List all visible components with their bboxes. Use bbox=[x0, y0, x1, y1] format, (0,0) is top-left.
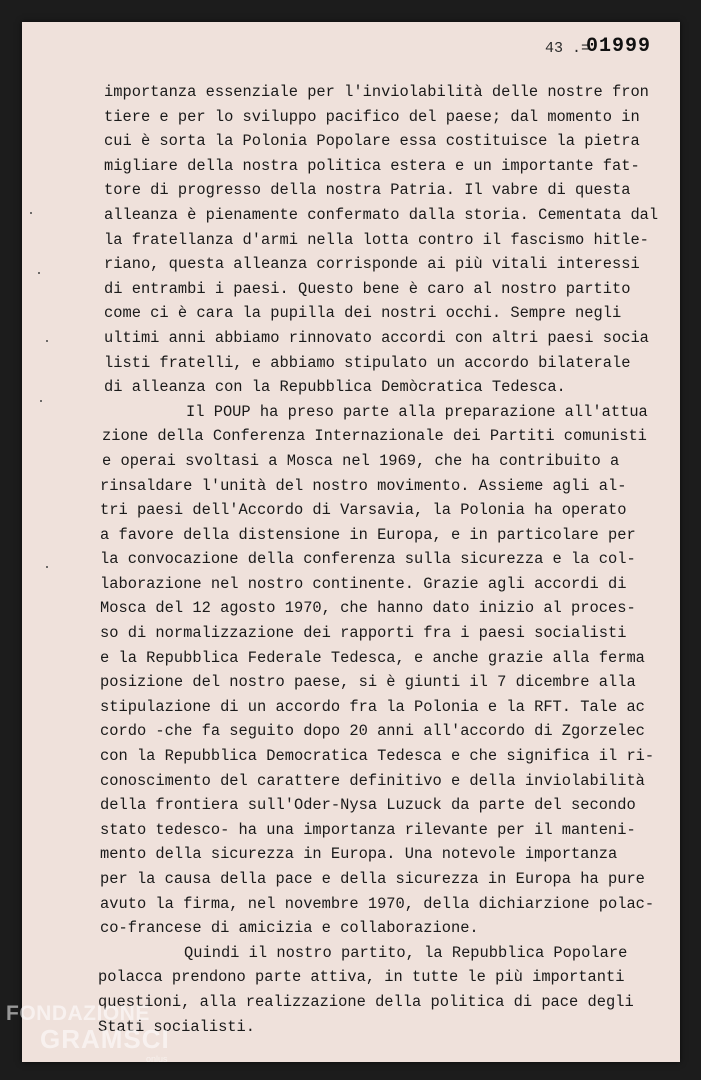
text-line: per la causa della pace e della sicurezza in Europa ha pure bbox=[100, 870, 645, 888]
text-line: con la Repubblica Democratica Tedesca e che significa il ri- bbox=[100, 747, 655, 766]
text-line: conoscimento del carattere definitivo e della inviolabilità bbox=[100, 771, 645, 790]
text-line: Quindi il nostro partito, la Repubblica Popolare bbox=[184, 943, 628, 962]
text-line: polacca prendono parte attiva, in tutte le più importanti bbox=[98, 968, 625, 987]
watermark-line-2: GRAMSCI bbox=[40, 1024, 170, 1054]
margin-mark bbox=[40, 400, 42, 402]
watermark-line-1: FONDAZIONE bbox=[6, 1002, 150, 1025]
text-line: a favore della distensione in Europa, e in particolare per bbox=[100, 525, 636, 544]
document-body bbox=[80, 80, 659, 1039]
text-line: ultimi anni abbiamo rinnovato accordi con altri paesi socia bbox=[104, 328, 649, 347]
text-line: della frontiera sull'Oder-Nysa Luzuck da parte del secondo bbox=[100, 796, 636, 815]
text-line: cui è sorta la Polonia Popolare essa costituisce la pietra bbox=[104, 132, 640, 151]
margin-mark bbox=[38, 272, 40, 274]
margin-mark bbox=[46, 340, 48, 342]
text-line: cordo -che fa seguito dopo 20 anni all'accordo di Zgorzelec bbox=[100, 722, 645, 741]
text-line: posizione del nostro paese, si è giunti il 7 dicembre alla bbox=[100, 673, 636, 692]
fondazione-gramsci-watermark bbox=[6, 1003, 170, 1052]
text-line: stipulazione di un accordo fra la Polonia e la RFT. Tale ac bbox=[100, 697, 645, 716]
text-line: tore di progresso della nostra Patria. Il vabre di questa bbox=[104, 181, 631, 200]
text-line: e la Repubblica Federale Tedesca, e anche grazie alla ferma bbox=[100, 648, 645, 667]
text-line: di alleanza con la Repubblica Demòcratica Tedesca. bbox=[104, 378, 566, 397]
text-line: mento della sicurezza in Europa. Una notevole importanza bbox=[100, 845, 618, 864]
text-line: Stati socialisti. bbox=[98, 1017, 256, 1036]
text-line: riano, questa alleanza corrisponde ai più vitali interessi bbox=[104, 255, 640, 274]
text-line: rinsaldare l'unità del nostro movimento. Assieme agli al- bbox=[100, 476, 627, 495]
text-line: listi fratelli, e abbiamo stipulato un accordo bilaterale bbox=[104, 353, 631, 372]
text-line: tiere e per lo sviluppo pacifico del paese; dal momento in bbox=[104, 107, 640, 126]
archive-number: 01999 bbox=[586, 35, 652, 58]
text-line: avuto la firma, nel novembre 1970, della dichiarzione polac- bbox=[100, 894, 655, 913]
text-line: questioni, alla realizzazione della politica di pace degli bbox=[98, 992, 634, 1011]
text-line: tri paesi dell'Accordo di Varsavia, la Polonia ha operato bbox=[100, 501, 627, 520]
text-line: Il POUP ha preso parte alla preparazione all'attua bbox=[186, 402, 648, 421]
text-line: importanza essenziale per l'inviolabilità delle nostre fron bbox=[104, 83, 649, 101]
text-line: di entrambi i paesi. Questo bene è caro al nostro partito bbox=[104, 279, 631, 298]
text-line: alleanza è pienamente confermato dalla storia. Cementata dal bbox=[104, 205, 659, 224]
margin-mark bbox=[46, 566, 48, 568]
text-line: la fratellanza d'armi nella lotta contro il fascismo hitle- bbox=[104, 230, 649, 249]
text-line: come ci è cara la pupilla dei nostri occhi. Sempre negli bbox=[104, 304, 622, 323]
text-line: e operai svoltasi a Mosca nel 1969, che ha contribuito a bbox=[102, 451, 620, 470]
text-line: migliare della nostra politica estera e un importante fat- bbox=[104, 156, 640, 175]
watermark-line-3: onlus bbox=[146, 1054, 168, 1064]
page-number: 43 .= bbox=[545, 40, 591, 57]
text-line: stato tedesco- ha una importanza rilevante per il manteni- bbox=[100, 820, 636, 839]
text-line: la convocazione della conferenza sulla sicurezza e la col- bbox=[100, 550, 636, 569]
margin-mark bbox=[30, 212, 32, 214]
text-line: zione della Conferenza Internazionale dei Partiti comunisti bbox=[102, 427, 647, 446]
text-line: laborazione nel nostro continente. Grazie agli accordi di bbox=[100, 574, 627, 593]
text-line: so di normalizzazione dei rapporti fra i paesi socialisti bbox=[100, 624, 627, 643]
text-line: Mosca del 12 agosto 1970, che hanno dato inizio al proces- bbox=[100, 599, 636, 618]
text-line: co-francese di amicizia e collaborazione. bbox=[100, 919, 479, 938]
